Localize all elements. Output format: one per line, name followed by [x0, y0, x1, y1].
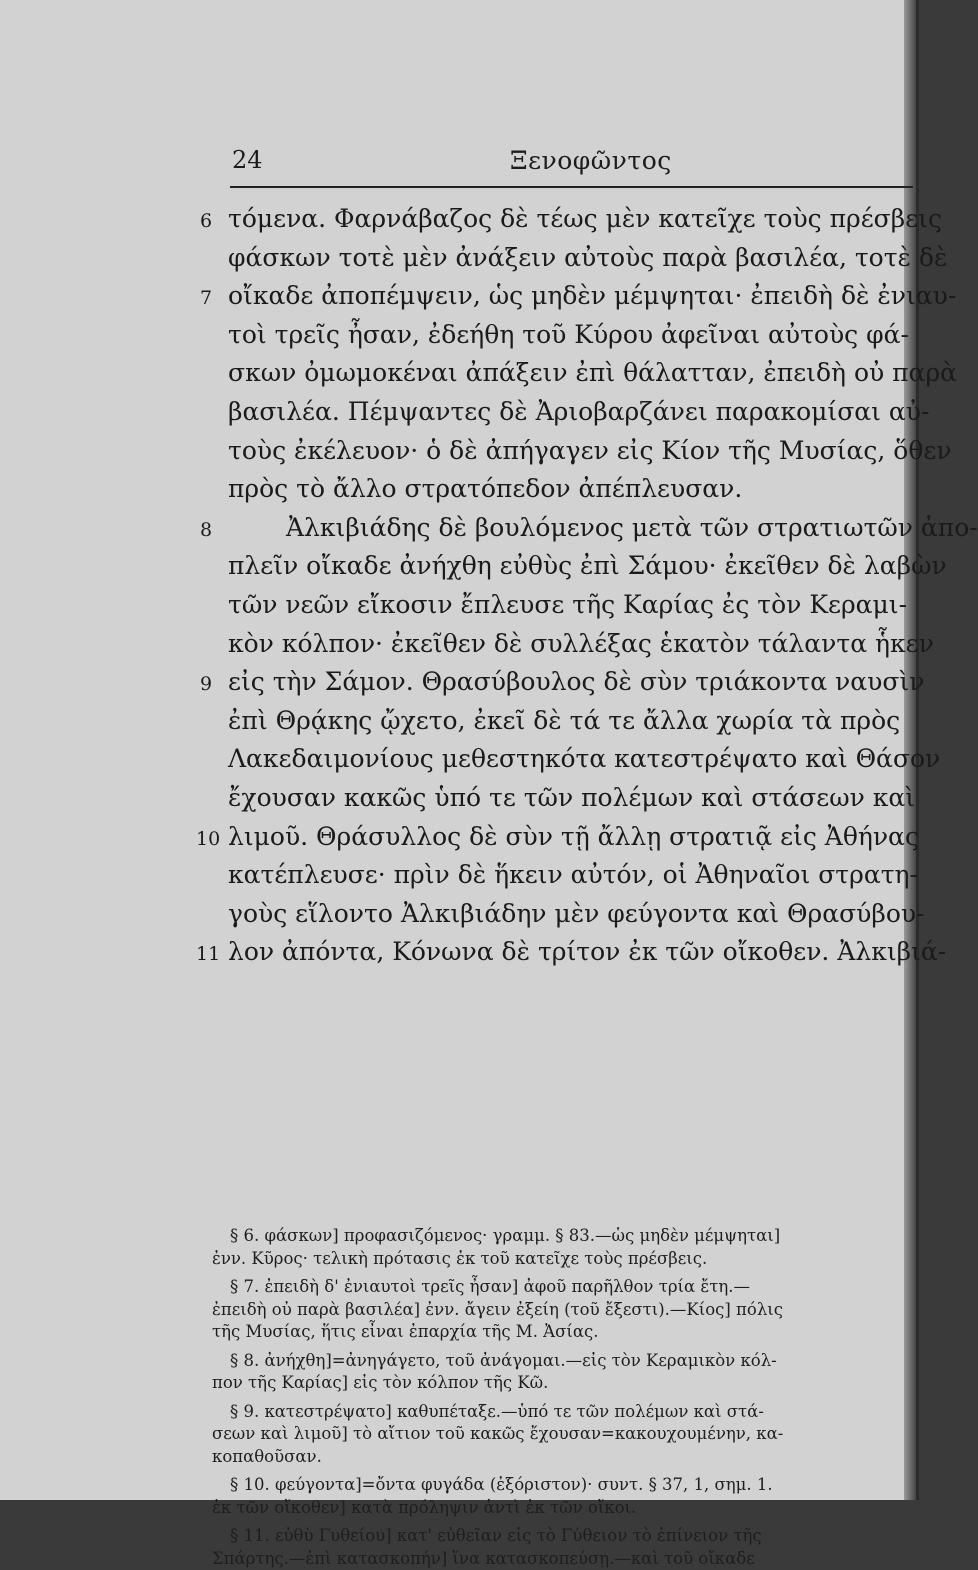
text-line	[200, 200, 913, 239]
section-number: 9	[200, 665, 212, 704]
text-line	[200, 509, 913, 548]
line-text: οἴκαδε ἀποπέμψειν, ὡς μηδὲν μέμψηται· ἐπειδὴ δὲ ἐνιαυ-	[228, 277, 956, 316]
line-text: τῶν νεῶν εἴκοσιν ἔπλευσε τῆς Καρίας ἐς τὸν Κεραμι-	[228, 586, 907, 625]
footnote-line: § 7. ἐπειδὴ δ' ἐνιαυτοὶ τρεῖς ἦσαν] ἀφοῦ παρῆλθον τρία ἔτη.—	[212, 1276, 902, 1299]
page-header	[230, 140, 913, 188]
line-text: τόμενα. Φαρνάβαζος δὲ τέως μὲν κατεῖχε τοὺς πρέσβεις	[228, 200, 942, 239]
text-line	[200, 354, 913, 393]
footnote-line: κοπαθοῦσαν.	[212, 1446, 902, 1469]
footnote-line: Σπάρτης.—ἐπὶ κατασκοπήν] ἵνα κατασκοπεύσῃ.—καὶ τοῦ οἴκαδε	[212, 1548, 902, 1570]
text-line	[200, 895, 913, 934]
line-text: κατέπλευσε· πρὶν δὲ ἥκειν αὐτόν, οἱ Ἀθηναῖοι στρατη-	[228, 856, 918, 895]
footnote-line: § 8. ἀνήχθη]=ἀνηγάγετο, τοῦ ἀνάγομαι.—εἰς τὸν Κεραμικὸν κόλ-	[212, 1350, 902, 1373]
text-line	[200, 663, 913, 702]
text-line	[200, 470, 913, 509]
line-text: ἐπὶ Θρᾴκης ᾤχετο, ἐκεῖ δὲ τά τε ἄλλα χωρία τὰ πρὸς	[228, 702, 900, 741]
footnote-line: § 9. κατεστρέψατο] καθυπέταξε.—ὑπό τε τῶν πολέμων καὶ στά-	[212, 1401, 902, 1424]
section-number: 7	[200, 279, 212, 318]
text-line	[200, 316, 913, 355]
line-text: λον ἀπόντα, Κόνωνα δὲ τρίτον ἐκ τῶν οἴκοθεν. Ἀλκιβιά-	[228, 933, 946, 972]
footnotes	[212, 1225, 902, 1570]
text-line	[200, 856, 913, 895]
line-text: ἔχουσαν κακῶς ὑπό τε τῶν πολέμων καὶ στάσεων καὶ	[228, 779, 915, 818]
text-line	[200, 277, 913, 316]
page-number: 24	[232, 146, 263, 174]
text-line	[200, 625, 913, 664]
section-number: 11	[196, 935, 220, 974]
section-number: 6	[200, 202, 212, 241]
footnote-line: σεων καὶ λιμοῦ] τὸ αἴτιον τοῦ κακῶς ἔχουσαν=κακουχουμένην, κα-	[212, 1423, 902, 1446]
footnote-line: ἐνν. Κῦρος· τελικὴ πρότασις ἐκ τοῦ κατεῖχε τοὺς πρέσβεις.	[212, 1248, 902, 1271]
text-line	[200, 702, 913, 741]
text-line	[200, 432, 913, 471]
section-number: 8	[200, 511, 212, 550]
footnote-line: § 11. εὐθὺ Γυθείου] κατ' εὐθεῖαν εἰς τὸ Γύθειον τὸ ἐπίνειον τῆς	[212, 1525, 902, 1548]
footnote-line: ἐκ τῶν οἴκοθεν] κατὰ πρόληψιν ἀντὶ ἐκ τῶν οἴκοι.	[212, 1497, 902, 1520]
text-line	[200, 586, 913, 625]
line-text: βασιλέα. Πέμψαντες δὲ Ἀριοβαρζάνει παρακομίσαι αὐ-	[228, 393, 929, 432]
line-text: λιμοῦ. Θράσυλλος δὲ σὺν τῇ ἄλλῃ στρατιᾷ εἰς Ἀθήνας	[228, 818, 919, 857]
main-text	[200, 200, 913, 972]
footnote-line: πον τῆς Καρίας] εἰς τὸν κόλπον τῆς Κῶ.	[212, 1372, 902, 1395]
text-line	[200, 393, 913, 432]
footnote-line: § 6. φάσκων] προφασιζόμενος· γραμμ. § 83.—ὡς μηδὲν μέμψηται]	[212, 1225, 902, 1248]
text-line	[200, 740, 913, 779]
line-text: κὸν κόλπον· ἐκεῖθεν δὲ συλλέξας ἑκατὸν τάλαντα ἧκεν	[228, 625, 934, 664]
line-text: τοὺς ἐκέλευον· ὁ δὲ ἀπήγαγεν εἰς Κίον τῆς Μυσίας, ὅθεν	[228, 432, 952, 471]
footnote-line: ἐπειδὴ οὐ παρὰ βασιλέα] ἐνν. ἄγειν ἐξείη (τοῦ ἔξεστι).—Κίος] πόλις	[212, 1299, 902, 1322]
text-line	[200, 933, 913, 972]
line-text: τοὶ τρεῖς ἦσαν, ἐδεήθη τοῦ Κύρου ἀφεῖναι αὐτοὺς φά-	[228, 316, 909, 355]
footnote-line: § 10. φεύγοντα]=ὄντα φυγάδα (ἐξόριστον)· συντ. § 37, 1, σημ. 1.	[212, 1474, 902, 1497]
line-text: φάσκων τοτὲ μὲν ἀνάξειν αὐτοὺς παρὰ βασιλέα, τοτὲ δὲ	[228, 239, 947, 278]
line-text: πρὸς τὸ ἄλλο στρατόπεδον ἀπέπλευσαν.	[228, 470, 742, 509]
line-text: εἰς τὴν Σάμον. Θρασύβουλος δὲ σὺν τριάκοντα ναυσὶν	[228, 663, 924, 702]
line-text: σκων ὀμωμοκέναι ἀπάξειν ἐπὶ θάλατταν, ἐπειδὴ οὐ παρὰ	[228, 354, 957, 393]
line-text: Ἀλκιβιάδης δὲ βουλόμενος μετὰ τῶν στρατιωτῶν ἀπο-	[228, 509, 978, 548]
line-text: Λακεδαιμονίους μεθεστηκότα κατεστρέψατο καὶ Θάσον	[228, 740, 940, 779]
section-number: 10	[196, 820, 220, 859]
line-text: πλεῖν οἴκαδε ἀνήχθη εὐθὺς ἐπὶ Σάμου· ἐκεῖθεν δὲ λαβὼν	[228, 547, 947, 586]
text-line	[200, 547, 913, 586]
text-line	[200, 818, 913, 857]
text-line	[200, 239, 913, 278]
running-title: Ξενοφῶντος	[510, 146, 672, 175]
footnote-line: τῆς Μυσίας, ἥτις εἶναι ἐπαρχία τῆς Μ. Ἀσίας.	[212, 1321, 902, 1344]
text-line	[200, 779, 913, 818]
line-text: γοὺς εἵλοντο Ἀλκιβιάδην μὲν φεύγοντα καὶ Θρασύβου-	[228, 895, 925, 934]
